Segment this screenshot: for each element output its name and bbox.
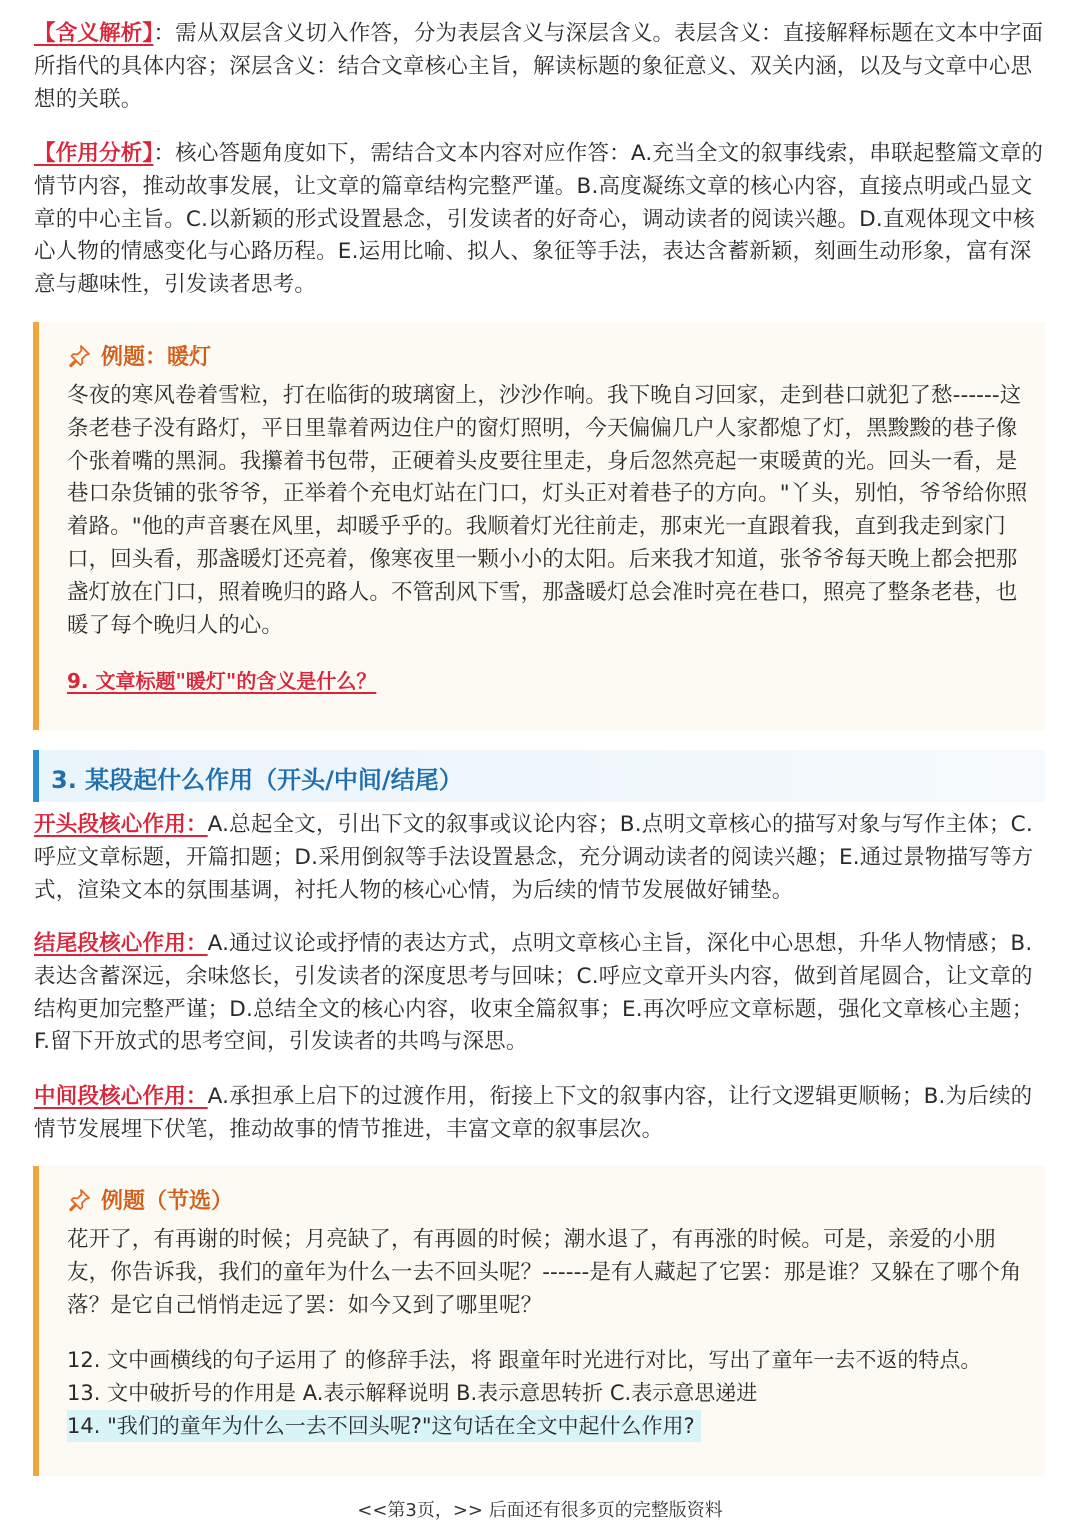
paragraph-function-analysis: [34, 138, 1046, 302]
example-box-warm-lamp: [33, 322, 1045, 730]
question-14: 14. "我们的童年为什么一去不回头呢?"这句话在全文中起什么作用?: [67, 1410, 701, 1442]
paragraph-meaning-analysis: [34, 18, 1046, 116]
paragraph-middle-function: [34, 1081, 1046, 1147]
section-heading-3: [33, 750, 1045, 802]
tag-meaning-analysis: 【含义解析】: [34, 21, 154, 46]
page-footer: <<第3页，>> 后面还有很多页的完整版资料: [357, 1500, 723, 1521]
paragraph-text: A.总起全文，引出下文的叙事或议论内容；B.点明文章核心的描写对象与写作主体；C.呼应文章标题，开篇扣题；D.采用倒叙等手法设置悬念，充分调动读者的阅读兴趣；E.通过景物描写等方式，渲染文本的氛围基调，衬托人物的核心心情，为后续的情节发展做好铺垫。: [34, 812, 1034, 903]
example-title: [67, 1184, 233, 1215]
paragraph-text: A.承担承上启下的过渡作用，衔接上下文的叙事内容，让行文逻辑更顺畅；B.为后续的情节发展埋下伏笔，推动故事的情节推进，丰富文章的叙事层次。: [34, 1084, 1033, 1142]
paragraph-ending-function: [34, 928, 1046, 1059]
question-9[interactable]: 9. 文章标题"暖灯"的含义是什么？: [67, 669, 377, 693]
pushpin-icon: [67, 1188, 91, 1212]
tag-opening-function: 开头段核心作用：: [34, 812, 208, 837]
tag-ending-function: 结尾段核心作用：: [34, 931, 208, 956]
section-title: 3. 某段起什么作用（开头/中间/结尾）: [51, 766, 463, 794]
paragraph-text: ：核心答题角度如下，需结合文本内容对应作答：A.充当全文的叙事线索，串联起整篇文章的情节内容，推动故事发展，让文章的篇章结构完整严谨。B.高度凝练文章的核心内容，直接点明或凸显文章的中心主旨。C.以新颖的形式设置悬念，引发读者的好奇心，调动读者的阅读兴趣。D.直观体现文中核心人物的情感变化与心路历程。E.运用比喻、拟人、象征等手法，表达含蓄新颖，刻画生动形象，富有深意与趣味性，引发读者思考。: [34, 141, 1044, 298]
tag-function-analysis: 【作用分析】: [34, 141, 154, 166]
question-13: 13. 文中破折号的作用是 A.表示解释说明 B.表示意思转折 C.表示意思递进: [67, 1381, 758, 1405]
example-title-text: 例题（节选）: [101, 1189, 234, 1214]
example-title: [67, 340, 211, 371]
pushpin-icon: [67, 344, 91, 368]
example-passage: 冬夜的寒风卷着雪粒，打在临街的玻璃窗上，沙沙作响。我下晚自习回家，走到巷口就犯了愁------这条老巷子没有路灯，平日里靠着两边住户的窗灯照明，今天偏偏几户人家都熄了灯，黑黢黢的巷子像个张着嘴的黑洞。我攥着书包带，正硬着头皮要往里走，身后忽然亮起一束暖黄的光。回头一看，是巷口杂货铺的张爷爷，正举着个充电灯站在门口，灯头正对着巷子的方向。"丫头，别怕，爷爷给你照着路。"他的声音裹在风里，却暖乎乎的。我顺着灯光往前走，那束光一直跟着我，直到我走到家门口，回头看，那盏暖灯还亮着，像寒夜里一颗小小的太阳。后来我才知道，张爷爷每天晚上都会把那盏灯放在门口，照着晚归的路人。不管刮风下雪，那盏暖灯总会准时亮在巷口，照亮了整条老巷，也暖了每个晚归人的心。: [67, 383, 1028, 638]
example-box-excerpt: [33, 1166, 1045, 1476]
tag-middle-function: 中间段核心作用：: [34, 1084, 208, 1109]
paragraph-opening-function: [34, 809, 1046, 907]
question-12: 12. 文中画横线的句子运用了 的修辞手法，将 跟童年时光进行对比，写出了童年一去不返的特点。: [67, 1348, 982, 1372]
example-title-text: 例题：暖灯: [101, 345, 212, 370]
example-passage: 花开了，有再谢的时候；月亮缺了，有再圆的时候；潮水退了，有再涨的时候。可是，亲爱的小朋友，你告诉我，我们的童年为什么一去不回头呢？------是有人藏起了它罢：那是谁？又躲在了哪个角落？是它自己悄悄走远了罢：如今又到了哪里呢？: [67, 1227, 1022, 1318]
paragraph-text: ：需从双层含义切入作答，分为表层含义与深层含义。表层含义：直接解释标题在文本中字面所指代的具体内容；深层含义：结合文章核心主旨，解读标题的象征意义、双关内涵，以及与文章中心思想的关联。: [34, 21, 1044, 112]
paragraph-text: A.通过议论或抒情的表达方式，点明文章核心主旨，深化中心思想，升华人物情感；B.表达含蓄深远，余味悠长，引发读者的深度思考与回味；C.呼应文章开头内容，做到首尾圆合，让文章的结构更加完整严谨；D.总结全文的核心内容，收束全篇叙事；E.再次呼应文章标题，强化文章核心主题；F.留下开放式的思考空间，引发读者的共鸣与深思。: [34, 931, 1034, 1055]
